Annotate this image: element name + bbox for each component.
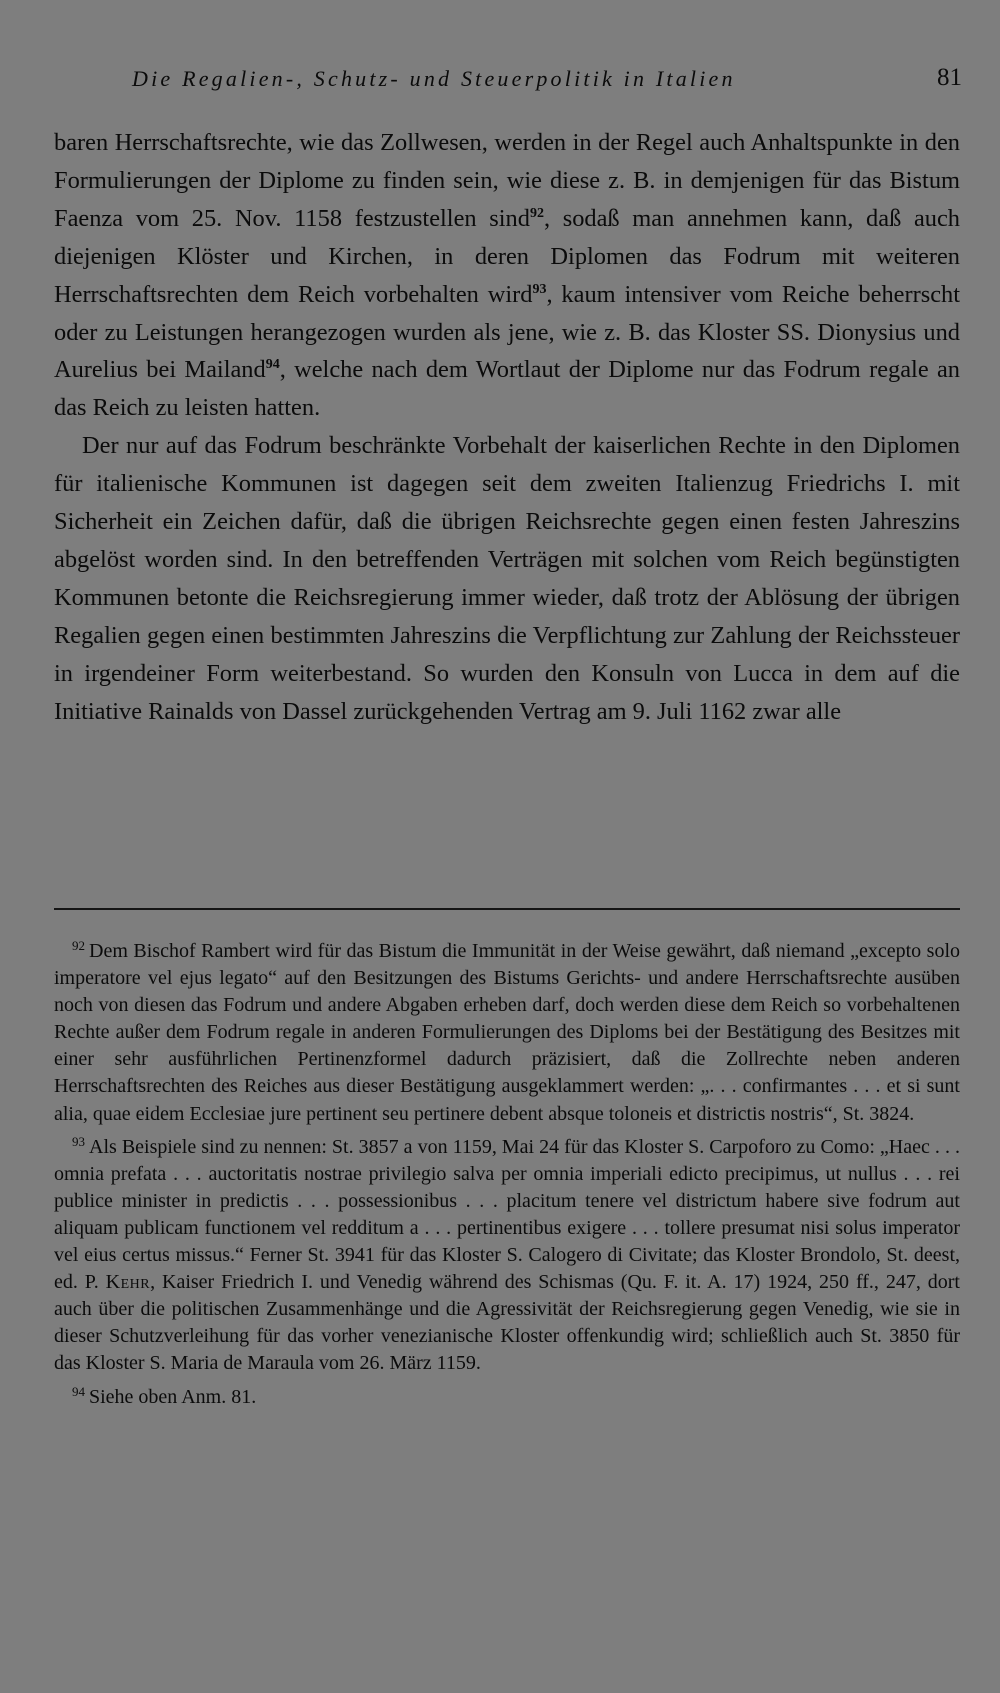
footnote-ref-94: 94 — [265, 357, 280, 373]
paragraph-1-part-a: baren Herrschaftsrechte, wie das Zollwesen, werden in der Regel auch Anhaltspunkte in den Formulierungen der Diplome zu finden sein, wie diese z. B. in demjenigen für das Bistum Faenza vom 25. Nov. 1158 festzustellen sind — [54, 129, 960, 232]
footnote-ref-93: 93 — [532, 281, 547, 297]
paragraph-1-part-c: , kaum intensiver vom Reiche beherrscht oder zu Leistungen herangezogen wurden als jene, wie z. B. das Kloster SS. Dionysius und Aurelius bei Mailand — [54, 280, 960, 384]
paragraph-2: Der nur auf das Fodrum beschränkte Vorbehalt der kaiserlichen Rechte in den Diplomen für italienische Kommunen ist dagegen seit dem zweiten Italienzug Friedrichs I. mit Sicherheit ein Zeichen dafür, daß die übrigen Reichsrechte gegen einen festen Jahreszins abgelöst worden sind. In den betreffenden Verträgen mit solchen vom Reich begünstigten Kommunen betonte die Reichsregierung immer wieder, daß trotz der Ablösung der übrigen Regalien gegen einen bestimmten Jahreszins die Verpflichtung zur Zahlung der Reichssteuer in irgendeiner Form weiterbestand. So wurden den Konsuln von Lucca in dem auf die Initiative Rainalds von Dassel zurückgehenden Vertrag am 9. Juli 1162 zwar alle — [54, 432, 960, 725]
footnote-separator — [54, 908, 960, 910]
footnote-text: Siehe oben Anm. 81. — [89, 1385, 257, 1408]
running-head — [132, 66, 962, 100]
paragraph-1-part-d: , welche nach dem Wortlaut der Diplome nur das Fodrum regale an das Reich zu leisten hatten. — [54, 356, 960, 422]
page-number: 81 — [937, 64, 962, 91]
footnote-93 — [54, 1128, 960, 1378]
footnote-text: Dem Bischof Rambert wird für das Bistum die Immunität in der Weise gewährt, daß niemand „excepto solo imperatore vel ejus legato“ auf den Besitzungen des Bistums Gerichts- und andere Herrschaftsrechte ausüben noch von diesen das Fodrum und andere Abgaben erheben darf, doch werden diese dem Reich so vorbehaltenen Rechte außer dem Fodrum regale in anderen Formulierungen des Diploms bei der Bestätigung des Besitzes mit einer sehr ausführlichen Pertinenzformel dadurch präzisiert, daß die Zollrechte neben anderen Herrschaftsrechten des Reiches aus dieser Bestätigung ausgeklammert werden: „. . . confirmantes . . . et si sunt alia, quae eidem Ecclesiae jure pertinent seu pertinere debent absque toloneis et districtis nostris“, St. 3824. — [54, 940, 960, 1125]
footnote-92 — [54, 932, 960, 1128]
paragraph-1 — [54, 124, 960, 427]
main-text — [54, 124, 960, 731]
footnote-text-a: Als Beispiele sind zu nennen: St. 3857 a von 1159, Mai 24 für das Kloster S. Carpoforo zu Como: „Haec . . . omnia prefata . . . auctoritatis nostrae privilegio salva per omnia imperiali edicto precipimus, ut nullus . . . rei publice minister in predictis . . . possessionibus . . . placitum tenere vel districtum habere sive fodrum aut aliquam publicam functionem vel redditum a . . . pertinentibus exigere . . . tollere presumat nisi solus imperator vel eius certus missus.“ Ferner St. 3941 für das Kloster S. Calogero di Civitate; das Kloster Brondolo, St. deest, ed. P. — [54, 1135, 960, 1294]
paragraph-1-part-b: , sodaß man annehmen kann, daß auch diejenigen Klöster und Kirchen, in deren Diplomen das Fodrum mit weiteren Herrschaftsrechten dem Reich vorbehalten wird — [54, 204, 960, 308]
running-title: Die Regalien-, Schutz- und Steuerpolitik in Italien — [132, 66, 736, 91]
footnote-ref-92: 92 — [529, 205, 544, 221]
author-name: Kehr — [105, 1271, 151, 1294]
footnote-number: 94 — [72, 1383, 85, 1399]
footnote-number: 92 — [72, 938, 85, 953]
footnote-number: 93 — [72, 1133, 85, 1149]
footnotes — [54, 932, 960, 1411]
footnote-text-b: , Kaiser Friedrich I. und Venedig während des Schismas (Qu. F. it. A. 17) 1924, 250 ff., 247, dort auch über die politischen Zusammenhänge und die Agressivität der Reichsregierung gegen Venedig, wie sie in dieser Schutzverleihung für das vorher venezianische Kloster offenkundig wird; schließlich auch St. 3850 für das Kloster S. Maria de Maraula vom 26. März 1159. — [54, 1271, 960, 1375]
footnote-94 — [54, 1378, 960, 1411]
